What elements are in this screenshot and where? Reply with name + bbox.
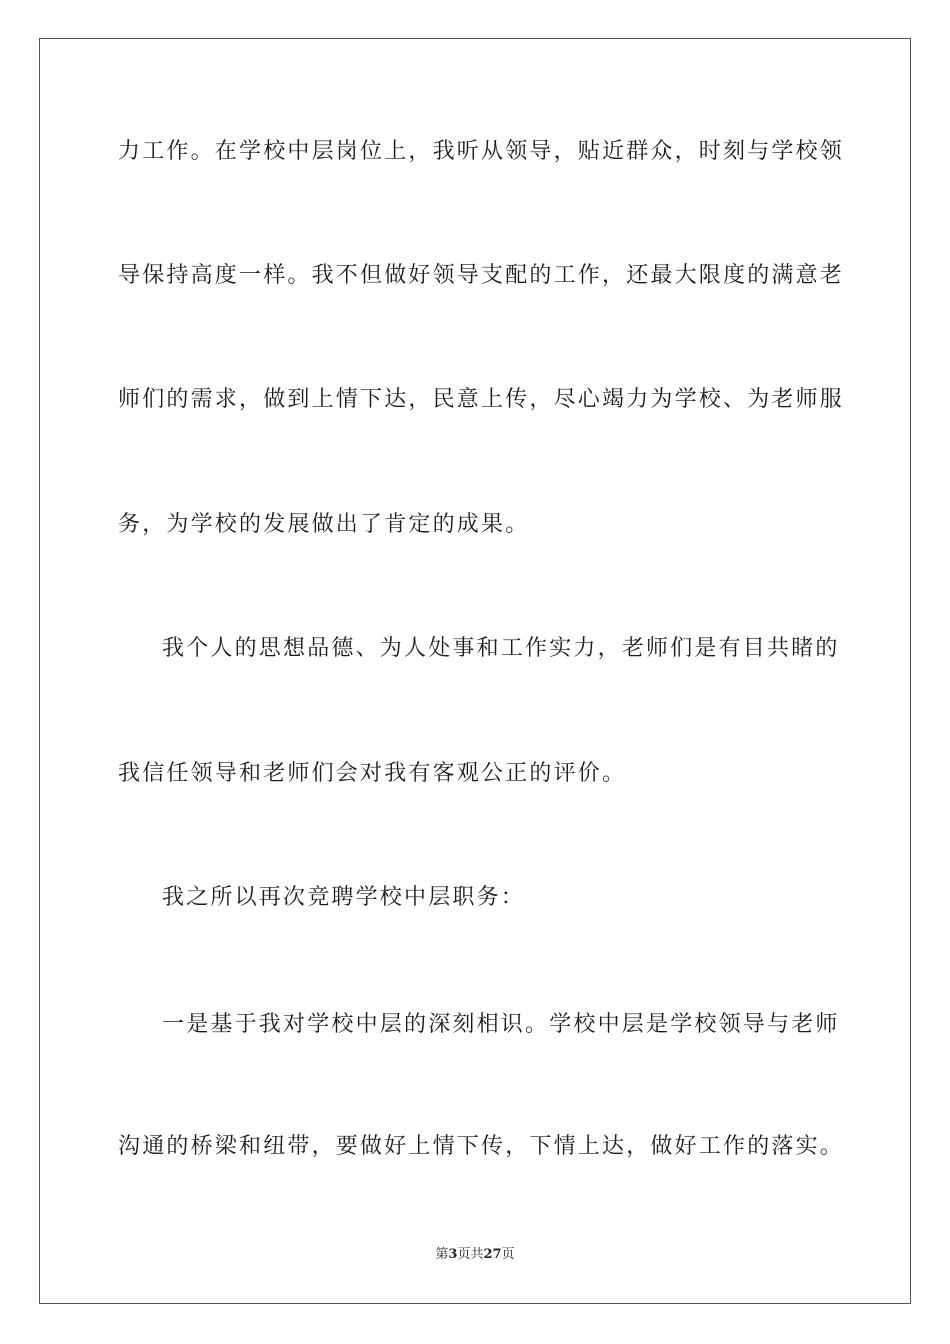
text-line-2: 导保持高度一样。我不但做好领导支配的工作，还最大限度的满意老: [118, 263, 845, 288]
total-page-count: 27: [483, 1247, 502, 1262]
text-line-9: 沟通的桥梁和纽带，要做好上情下传，下情上达，做好工作的落实。: [118, 1134, 845, 1159]
text-line-8: 一是基于我对学校中层的深刻相识。学校中层是学校领导与老师: [162, 1012, 840, 1037]
page-footer: [0, 1246, 950, 1264]
page-prefix: 第: [435, 1247, 449, 1262]
current-page-number: 3: [448, 1247, 458, 1262]
page-frame: [39, 38, 911, 1304]
total-prefix: 共: [470, 1247, 484, 1262]
text-line-1: 力工作。在学校中层岗位上，我听从领导，贴近群众，时刻与学校领: [118, 139, 845, 164]
total-suffix: 页: [501, 1247, 515, 1262]
text-line-5: 我个人的思想品德、为人处事和工作实力，老师们是有目共睹的: [162, 636, 840, 661]
text-line-3: 师们的需求，做到上情下达，民意上传，尽心竭力为学校、为老师服: [118, 387, 845, 412]
text-line-4: 务，为学校的发展做出了肯定的成果。: [118, 512, 530, 537]
text-line-6: 我信任领导和老师们会对我有客观公正的评价。: [118, 761, 627, 786]
page-suffix: 页: [457, 1247, 471, 1262]
text-line-7: 我之所以再次竞聘学校中层职务：: [162, 885, 526, 910]
